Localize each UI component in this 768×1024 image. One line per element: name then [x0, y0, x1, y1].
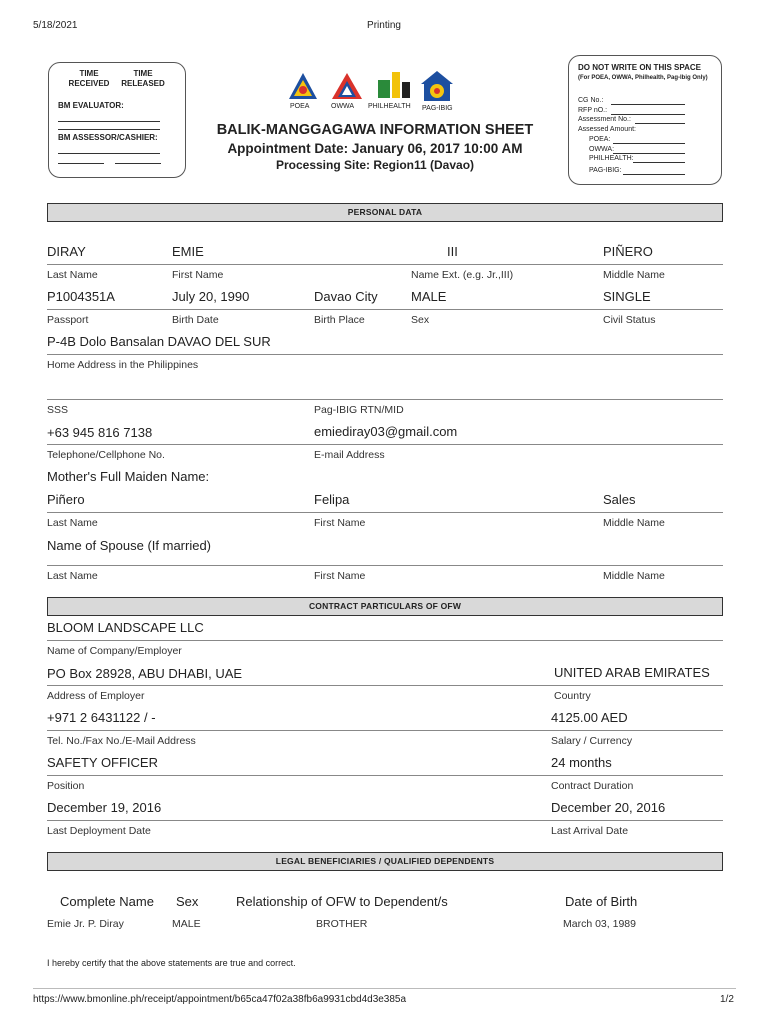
philhealth-logo-icon [376, 70, 412, 105]
divider [47, 354, 723, 355]
divider [47, 820, 723, 821]
spouse-middle-name-label: Middle Name [603, 570, 665, 582]
footer-url[interactable]: https://www.bmonline.ph/receipt/appointment/b65ca47f02a38fb6a9931cbd4d3e385a [33, 994, 407, 1005]
section-personal-data: PERSONAL DATA [47, 203, 723, 222]
home-address-label: Home Address in the Philippines [47, 359, 199, 371]
cg-no-label: CG No.: [578, 97, 604, 104]
print-date: 5/18/2021 [33, 20, 78, 31]
home-address-value: P-4B Dolo Bansalan DAVAO DEL SUR [47, 334, 271, 349]
time-released-label: TIME RELEASED [121, 69, 165, 88]
evaluator-line [58, 121, 160, 122]
form-title: BALIK-MANGGAGAWA INFORMATION SHEET [216, 122, 534, 138]
footer-divider [33, 988, 736, 989]
employer-name-value: BLOOM LANDSCAPE LLC [47, 620, 204, 635]
certification-text: I hereby certify that the above statements are true and correct. [47, 958, 296, 968]
position-label: Position [47, 780, 85, 792]
middle-name-value: PIÑERO [603, 244, 653, 259]
rfp-no-line [611, 114, 685, 115]
country-value: UNITED ARAB EMIRATES [554, 665, 710, 680]
divider [47, 512, 723, 513]
last-name-label: Last Name [47, 269, 98, 281]
section-beneficiaries: LEGAL BENEFICIARIES / QUALIFIED DEPENDENTS [47, 852, 723, 871]
sex-label: Sex [411, 314, 430, 326]
divider [47, 565, 723, 566]
country-label: Country [554, 690, 591, 702]
spouse-first-name-label: First Name [314, 570, 366, 582]
employer-address-label: Address of Employer [47, 690, 145, 702]
mother-name-heading: Mother's Full Maiden Name: [47, 469, 210, 484]
pagibig-logo-icon [420, 70, 454, 107]
philhealth-amount-label: PHILHEALTH: [589, 155, 634, 162]
mother-first-name-label: First Name [314, 517, 366, 529]
ben-row-name: Emie Jr. P. Diray [47, 918, 124, 930]
office-use-heading: DO NOT WRITE ON THIS SPACE [578, 63, 701, 72]
last-arrival-value: December 20, 2016 [551, 800, 666, 815]
philhealth-logo-label: PHILHEALTH [368, 103, 411, 110]
salary-value: 4125.00 AED [551, 710, 628, 725]
owwa-logo-icon [331, 72, 363, 105]
owwa-amount-label: OWWA: [589, 146, 615, 153]
birth-place-label: Birth Place [314, 314, 365, 326]
divider [47, 775, 723, 776]
ben-row-sex: MALE [172, 918, 201, 930]
evaluator-line-2 [58, 129, 160, 130]
civil-status-label: Civil Status [603, 314, 656, 326]
ben-row-relationship: BROTHER [316, 918, 368, 930]
divider [47, 264, 723, 265]
processing-site: Processing Site: Region11 (Davao) [275, 158, 475, 172]
assessor-line-2 [58, 163, 104, 164]
email-value: emiediray03@gmail.com [314, 424, 458, 439]
print-title: Printing [367, 20, 401, 31]
owwa-amount-line [613, 153, 685, 154]
divider [47, 685, 723, 686]
employer-name-label: Name of Company/Employer [47, 645, 182, 657]
birth-place-value: Davao City [314, 289, 378, 304]
mother-first-name-value: Felipa [314, 492, 350, 507]
phone-label: Telephone/Cellphone No. [47, 449, 165, 461]
mother-middle-name-value: Sales [603, 492, 636, 507]
divider [47, 640, 723, 641]
pagibig-logo-label: PAG-IBIG [422, 105, 453, 112]
office-use-note: (For POEA, OWWA, Philhealth, Pag-Ibig Only) [578, 75, 708, 81]
last-name-value: DIRAY [47, 244, 86, 259]
mother-middle-name-label: Middle Name [603, 517, 665, 529]
birth-date-label: Birth Date [172, 314, 219, 326]
assessed-amount-label: Assessed Amount: [578, 126, 636, 133]
middle-name-label: Middle Name [603, 269, 665, 281]
divider [47, 309, 723, 310]
rfp-no-label: RFP nO.: [578, 107, 608, 114]
contract-duration-label: Contract Duration [551, 780, 634, 792]
poea-amount-line [613, 143, 685, 144]
passport-value: P1004351A [47, 289, 115, 304]
assessor-line [58, 153, 160, 154]
ben-header-dob: Date of Birth [565, 894, 638, 909]
last-arrival-label: Last Arrival Date [551, 825, 629, 837]
spouse-name-heading: Name of Spouse (If married) [47, 538, 212, 553]
sex-value: MALE [411, 289, 447, 304]
poea-amount-label: POEA: [589, 136, 611, 143]
spouse-last-name-label: Last Name [47, 570, 98, 582]
passport-label: Passport [47, 314, 89, 326]
civil-status-value: SINGLE [603, 289, 651, 304]
bm-assessor-label: BM ASSESSOR/CASHIER: [58, 133, 158, 142]
poea-logo-icon [288, 72, 318, 105]
sss-label: SSS [47, 404, 69, 416]
phone-value: +63 945 816 7138 [47, 425, 153, 440]
employer-tel-label: Tel. No./Fax No./E-Mail Address [47, 735, 196, 747]
name-ext-label: Name Ext. (e.g. Jr.,III) [411, 269, 514, 281]
pagibig-rtn-label: Pag-IBIG RTN/MID [314, 404, 404, 416]
divider [47, 730, 723, 731]
cg-no-line [611, 104, 685, 105]
mother-last-name-value: Piñero [47, 492, 85, 507]
name-ext-value: III [447, 244, 458, 259]
appointment-date: Appointment Date: January 06, 2017 10:00 AM [227, 141, 523, 156]
ben-header-sex: Sex [176, 894, 199, 909]
assessor-line-3 [115, 163, 161, 164]
assessment-no-line [635, 123, 685, 124]
employer-tel-value: +971 2 6431122 / - [47, 710, 156, 725]
philhealth-amount-line [633, 162, 685, 163]
contract-duration-value: 24 months [551, 755, 612, 770]
bm-evaluator-label: BM EVALUATOR: [58, 101, 124, 110]
divider [47, 444, 723, 445]
first-name-label: First Name [172, 269, 224, 281]
footer-page-number: 1/2 [720, 994, 734, 1005]
divider [47, 399, 723, 400]
mother-last-name-label: Last Name [47, 517, 98, 529]
office-use-box [568, 55, 722, 185]
email-label: E-mail Address [314, 449, 385, 461]
section-contract-particulars: CONTRACT PARTICULARS OF OFW [47, 597, 723, 616]
poea-logo-label: POEA [290, 103, 310, 110]
last-deployment-label: Last Deployment Date [47, 825, 151, 837]
salary-label: Salary / Currency [551, 735, 633, 747]
pagibig-amount-line [623, 174, 685, 175]
ben-header-relationship: Relationship of OFW to Dependent/s [236, 894, 448, 909]
last-deployment-value: December 19, 2016 [47, 800, 162, 815]
birth-date-value: July 20, 1990 [172, 289, 250, 304]
time-box [48, 62, 186, 178]
employer-address-value: PO Box 28928, ABU DHABI, UAE [47, 666, 243, 681]
pagibig-amount-label: PAG-IBIG: [589, 167, 622, 174]
owwa-logo-label: OWWA [331, 103, 355, 110]
ben-row-dob: March 03, 1989 [563, 918, 636, 930]
assessment-no-label: Assessment No.: [578, 116, 631, 123]
first-name-value: EMIE [172, 244, 204, 259]
ben-header-name: Complete Name [60, 894, 154, 909]
time-received-label: TIME RECEIVED [68, 69, 110, 88]
position-value: SAFETY OFFICER [47, 755, 158, 770]
